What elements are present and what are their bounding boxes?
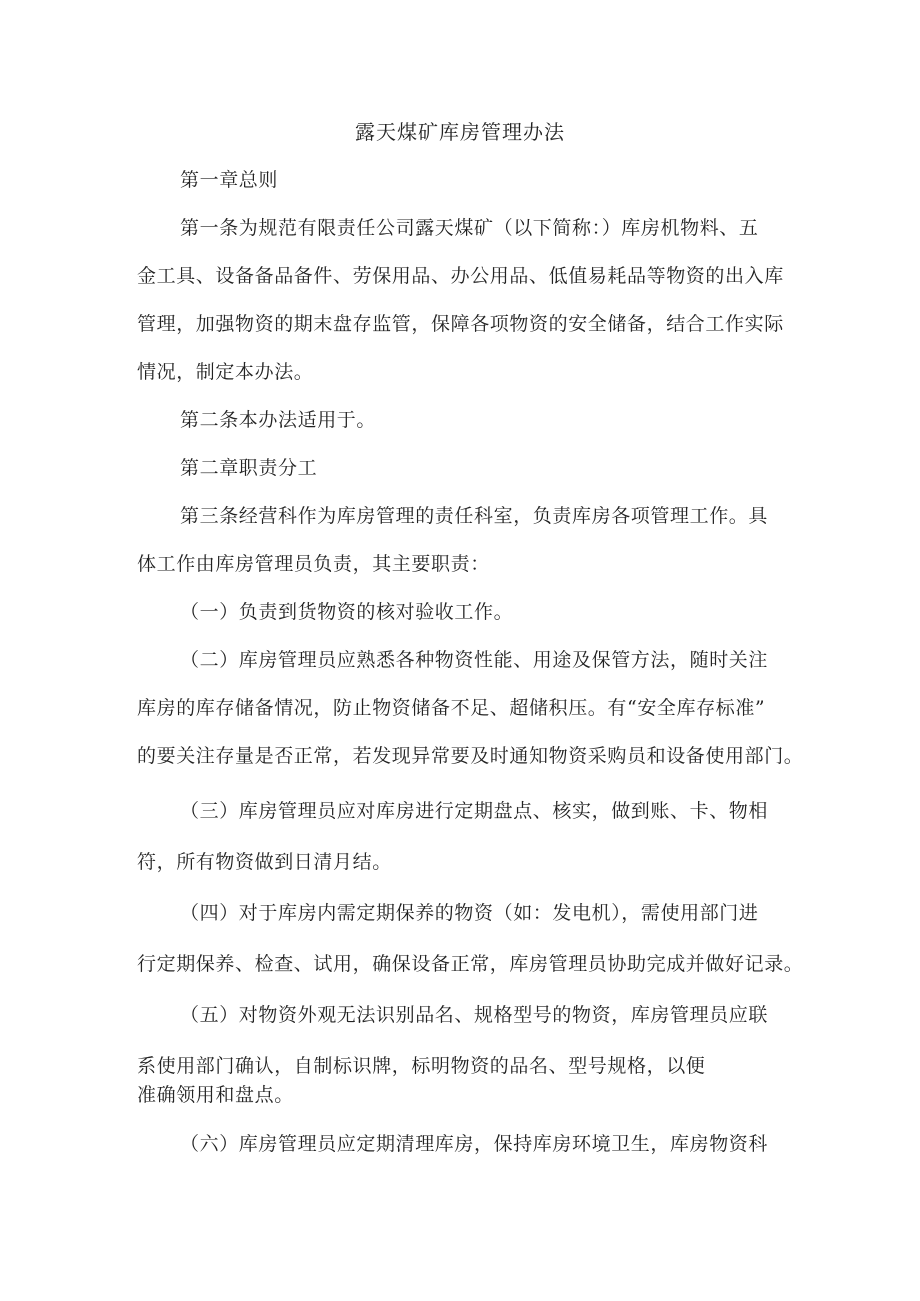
paragraph-line: （一）负责到货物资的核对验收工作。 [180,601,514,623]
document-title: 露天煤矿库房管理办法 [355,120,565,144]
paragraph-line: 情况，制定本办法。 [137,361,314,383]
paragraph-line: （五）对物资外观无法识别品名、规格型号的物资，库房管理员应联 [180,1004,769,1026]
chapter-heading: 第二章职责分工 [180,457,318,479]
paragraph-line: 第一条为规范有限责任公司露天煤矿（以下简称：）库房机物料、五 [180,217,759,239]
paragraph-line: 第三条经营科作为库房管理的责任科室，负责库房各项管理工作。具 [180,505,769,527]
paragraph-line: 的要关注存量是否正常，若发现异常要及时通知物资采购员和设备使用部门。 [137,745,804,767]
paragraph-line: 管理，加强物资的期末盘存监管，保障各项物资的安全储备，结合工作实际 [137,313,784,335]
paragraph-line: （二）库房管理员应熟悉各种物资性能、用途及保管方法，随时关注 [180,649,769,671]
paragraph-line: 库房的库存储备情况，防止物资储备不足、超储积压。有“安全库存标准” [137,697,766,719]
paragraph-line: 准确领用和盘点。 [137,1084,294,1106]
paragraph-line: 体工作由库房管理员负责，其主要职责： [137,553,490,575]
paragraph-line: （三）库房管理员应对库房进行定期盘点、核实，做到账、卡、物相 [180,800,769,822]
paragraph-line: 金工具、设备备品备件、劳保用品、办公用品、低值易耗品等物资的出入库 [137,265,784,287]
paragraph-line: 第二条本办法适用于。 [180,409,377,431]
paragraph-line: （四）对于库房内需定期保养的物资（如：发电机），需使用部门进 [180,902,759,924]
chapter-heading: 第一章总则 [180,169,279,191]
paragraph-line: 系使用部门确认，自制标识牌，标明物资的品名、型号规格，以便 [137,1055,706,1077]
paragraph-line: （六）库房管理员应定期清理库房，保持库房环境卫生，库房物资科 [180,1133,769,1155]
paragraph-line: 符，所有物资做到日清月结。 [137,851,392,873]
paragraph-line: 行定期保养、检查、试用，确保设备正常，库房管理员协助完成并做好记录。 [137,953,804,975]
